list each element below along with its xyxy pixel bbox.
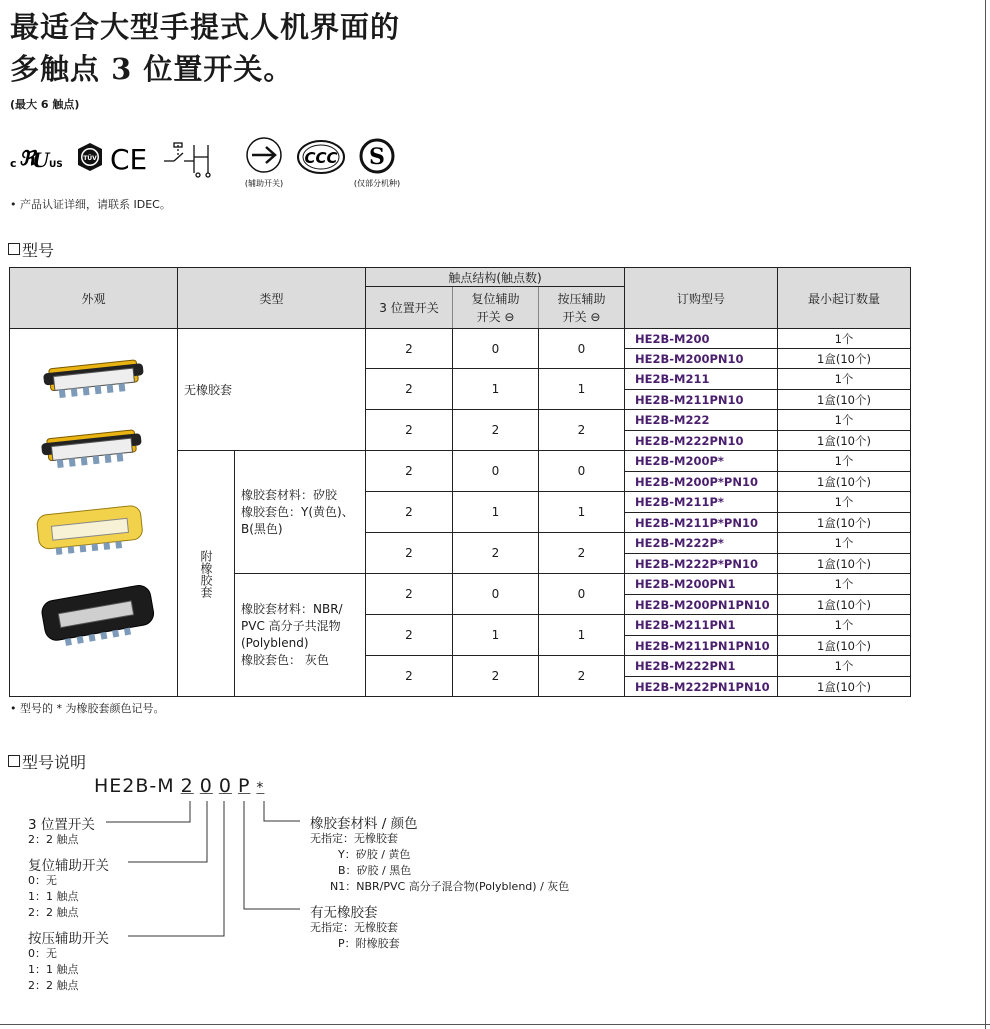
svg-text:U: U	[32, 148, 50, 172]
order-code: HE2B-M200P*PN10	[625, 472, 778, 492]
min-qty: 1盒(10个)	[778, 554, 911, 574]
order-code: HE2B-M200PN10	[625, 349, 778, 369]
pos3-value: 2	[366, 410, 453, 451]
boot-desc-nbr: 橡胶套材料：NBR/ PVC 高分子共混物 (Polyblend) 橡胶套色： 灰色	[235, 574, 366, 697]
ce-mark-icon: CE	[110, 143, 148, 176]
explain-press-items: 0：无 1：1 触点 2：2 触点	[28, 947, 79, 992]
certification-note: • 产品认证详细，请联系 IDEC。	[10, 198, 171, 211]
pos3-value: 2	[366, 329, 453, 369]
order-code: HE2B-M200	[625, 329, 778, 349]
pos3-value: 2	[366, 369, 453, 410]
pos3-value: 2	[366, 492, 453, 533]
svg-text:S: S	[369, 144, 385, 170]
press-value: 1	[539, 492, 625, 533]
headline-line-2: 多触点 3 位置开关。	[10, 52, 294, 86]
ul-us-label: US	[49, 160, 63, 170]
ccc-mark-icon	[298, 141, 344, 173]
pos3-value: 2	[366, 533, 453, 574]
min-qty: 1个	[778, 410, 911, 431]
header-contact-group: 触点结构(触点数)	[366, 268, 625, 287]
code-boot-material: *	[256, 780, 265, 796]
certification-marks	[8, 137, 408, 193]
s-mark-icon	[354, 140, 400, 188]
product-images	[10, 329, 178, 697]
code-digit-press: 0	[218, 775, 232, 797]
press-value: 0	[539, 574, 625, 615]
order-code: HE2B-M222PN1PN10	[625, 677, 778, 697]
order-code: HE2B-M211PN1	[625, 615, 778, 636]
order-code: HE2B-M200PN1PN10	[625, 595, 778, 615]
order-code: HE2B-M222	[625, 410, 778, 431]
press-value: 0	[539, 451, 625, 492]
order-code: HE2B-M211	[625, 369, 778, 390]
order-code: HE2B-M200P*	[625, 451, 778, 472]
explain-pos3-items: 2：2 触点	[28, 833, 79, 846]
section-title-explain: 型号说明	[8, 750, 86, 773]
header-press-aux: 按压辅助 开关 ⊖	[539, 287, 625, 329]
reset-value: 2	[453, 533, 539, 574]
product-photos	[10, 329, 176, 693]
min-qty: 1盒(10个)	[778, 677, 911, 697]
reset-value: 1	[453, 615, 539, 656]
subhead: (最大 6 触点)	[10, 98, 80, 111]
svg-text:ℜ: ℜ	[19, 146, 36, 170]
page-bottom-border	[0, 1024, 990, 1025]
explain-reset-title: 复位辅助开关	[28, 858, 109, 874]
min-qty: 1个	[778, 574, 911, 595]
headline	[10, 6, 400, 90]
reset-value: 0	[453, 451, 539, 492]
explain-boot-items: 无指定：无橡胶套 P：附橡胶套	[310, 921, 400, 950]
reset-value: 0	[453, 329, 539, 369]
header-type: 类型	[178, 268, 366, 329]
page-right-border	[985, 0, 986, 1029]
pos3-value: 2	[366, 451, 453, 492]
min-qty: 1盒(10个)	[778, 349, 911, 369]
auxiliary-switch-arrow-icon	[245, 138, 283, 188]
code-prefix: HE2B-M	[94, 775, 175, 797]
header-min-qty: 最小起订数量	[778, 268, 911, 329]
svg-text:CCC: CCC	[304, 149, 338, 167]
order-code: HE2B-M211PN10	[625, 390, 778, 410]
press-value: 1	[539, 369, 625, 410]
section-box-icon	[8, 755, 20, 767]
explain-boot-material-items: 无指定：无橡胶套 Y：矽胶 / 黄色 B：矽胶 / 黑色 N1：NBR/PVC 高分子混合物(Polyblend) / 灰色	[310, 832, 570, 893]
min-qty: 1个	[778, 369, 911, 390]
pos3-value: 2	[366, 615, 453, 656]
code-digit-pos3: 2	[180, 775, 194, 797]
header-reset-aux: 复位辅助 开关 ⊖	[453, 287, 539, 329]
code-digit-reset: 0	[199, 775, 213, 797]
explain-boot-title: 有无橡胶套	[310, 905, 378, 921]
reset-value: 1	[453, 369, 539, 410]
order-code: HE2B-M211P*PN10	[625, 513, 778, 533]
reset-value: 1	[453, 492, 539, 533]
min-qty: 1盒(10个)	[778, 431, 911, 451]
press-value: 2	[539, 533, 625, 574]
type-no-boot: 无橡胶套	[178, 329, 366, 451]
reset-value: 2	[453, 656, 539, 697]
header-appearance: 外观	[10, 268, 178, 329]
reset-value: 0	[453, 574, 539, 615]
header-order-code: 订购型号	[625, 268, 778, 329]
press-value: 2	[539, 656, 625, 697]
order-code: HE2B-M211PN1PN10	[625, 636, 778, 656]
min-qty: 1盒(10个)	[778, 595, 911, 615]
explain-boot-material-title: 橡胶套材料 / 颜色	[310, 816, 418, 832]
model-table	[9, 267, 911, 697]
min-qty: 1个	[778, 615, 911, 636]
min-qty: 1个	[778, 451, 911, 472]
order-code: HE2B-M222P*	[625, 533, 778, 554]
header-pos3: 3 位置开关	[366, 287, 453, 329]
section-title-models: 型号	[8, 238, 54, 261]
pos3-value: 2	[366, 656, 453, 697]
tuv-label: TÜV	[83, 155, 97, 162]
explain-reset-items: 0：无 1：1 触点 2：2 触点	[28, 874, 79, 919]
safety-switch-symbol-icon	[164, 143, 210, 177]
ul-mark-icon	[10, 146, 63, 172]
headline-line-1: 最适合大型手提式人机界面的	[10, 10, 401, 44]
min-qty: 1盒(10个)	[778, 513, 911, 533]
explain-press-title: 按压辅助开关	[28, 931, 109, 947]
min-qty: 1个	[778, 492, 911, 513]
type-with-boot-label: 附橡胶套	[199, 549, 213, 598]
order-code: HE2B-M222PN1	[625, 656, 778, 677]
pos3-value: 2	[366, 574, 453, 615]
press-value: 0	[539, 329, 625, 369]
model-code-breakdown	[94, 775, 264, 797]
boot-desc-silicone: 橡胶套材料：矽胶 橡胶套色：Y(黄色)、 B(黑色)	[235, 451, 366, 574]
order-code: HE2B-M211P*	[625, 492, 778, 513]
min-qty: 1盒(10个)	[778, 636, 911, 656]
switch-photo-yellow-boot	[36, 505, 144, 557]
code-boot: P	[237, 775, 251, 797]
ul-c-label: c	[10, 157, 17, 170]
min-qty: 1个	[778, 656, 911, 677]
aux-switch-label: (辅助开关)	[244, 179, 284, 188]
press-value: 2	[539, 410, 625, 451]
min-qty: 1个	[778, 533, 911, 554]
switch-photo-black-boot	[40, 584, 156, 649]
section-box-icon	[8, 243, 20, 255]
model-note: • 型号的 * 为橡胶套颜色记号。	[10, 702, 165, 715]
explain-pos3-title: 3 位置开关	[28, 817, 95, 833]
order-code: HE2B-M200PN1	[625, 574, 778, 595]
switch-photo-yellow-1	[43, 359, 146, 399]
min-qty: 1盒(10个)	[778, 472, 911, 492]
order-code: HE2B-M222P*PN10	[625, 554, 778, 574]
reset-value: 2	[453, 410, 539, 451]
order-code: HE2B-M222PN10	[625, 431, 778, 451]
min-qty: 1个	[778, 329, 911, 349]
press-value: 1	[539, 615, 625, 656]
type-with-boot	[178, 451, 235, 697]
min-qty: 1盒(10个)	[778, 390, 911, 410]
s-mark-label: (仅部分机种)	[353, 179, 401, 188]
switch-photo-yellow-2	[41, 429, 144, 469]
tuv-mark-icon	[78, 143, 102, 171]
